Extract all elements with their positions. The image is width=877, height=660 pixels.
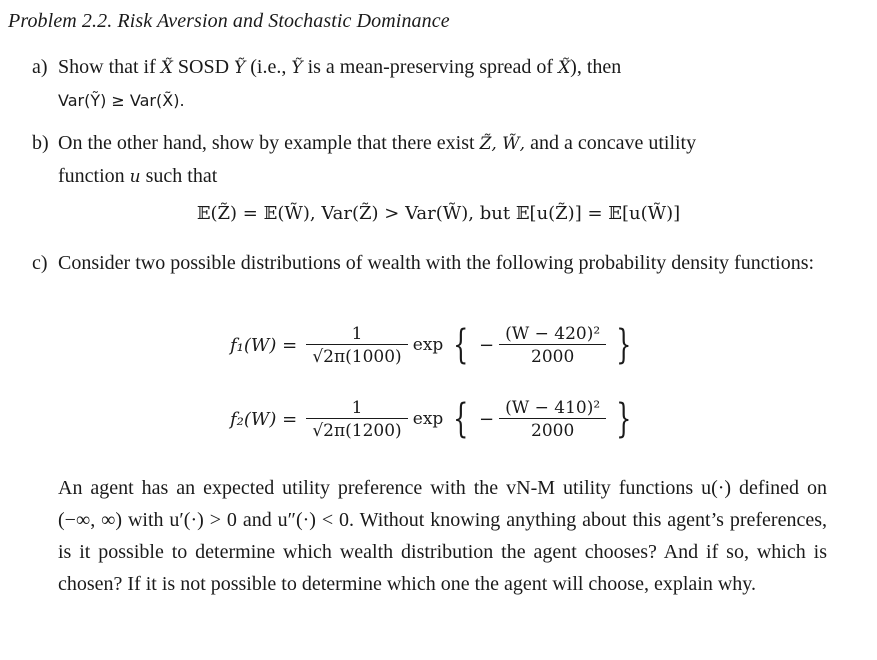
pdf-f1: f₁(W) = $\frac{1}{√2\pi(1000)}$ exp { − $\frac{\text{(W − 420)²}}{2000}$ } bbox=[230, 322, 632, 368]
problem-title: Problem 2.2. Risk Aversion and Stochastic Dominance bbox=[8, 10, 450, 32]
f2-coefficient: $\frac{1}{√2\pi(1200)}$ bbox=[306, 398, 407, 441]
part-c-label: c) bbox=[32, 252, 48, 274]
part-b-equation: 𝔼(Z̃) = 𝔼(W̃), Var(Z̃) > Var(W̃), but 𝔼[u(Z̃)] = 𝔼[u(W̃)] bbox=[196, 203, 681, 224]
part-c-question bbox=[32, 472, 827, 600]
part-b-text: On the other hand, show by example that there exist Z̃, W̃, and a concave utility function u such that bbox=[58, 132, 697, 187]
part-b bbox=[32, 127, 827, 193]
part-a-label: a) bbox=[32, 56, 48, 78]
part-c-paragraph: An agent has an expected utility preference with the vN-M utility functions u(·) defined on (−∞, ∞) with u′(·) > 0 and u″(·) < 0. Without knowing anything about this agent’s preferences, is it possible to determine which wealth distribution the agent chooses? And if so, which is chosen? If it is not possible to determine which one the agent will choose, explain why. bbox=[58, 477, 827, 595]
part-c bbox=[32, 247, 827, 279]
part-a-text: Show that if X̃ SOSD Ỹ (i.e., Ỹ is a mean-preserving spread of X̃), then Var(Ỹ) ≥ Var(X̃). bbox=[58, 56, 622, 110]
f1-lhs: f₁(W) = bbox=[230, 334, 298, 356]
part-a-conclusion: Var(Ỹ) ≥ Var(X̃). bbox=[58, 91, 185, 110]
f2-exp: exp bbox=[412, 409, 444, 429]
f1-exp: exp bbox=[412, 335, 444, 355]
pdf-f2: f₂(W) = $\frac{1}{√2\pi(1200)}$ exp { − $\frac{\text{(W − 410)²}}{2000}$ } bbox=[230, 396, 632, 442]
part-a bbox=[32, 51, 827, 117]
f1-exponent: $\frac{\text{(W − 420)²}}{2000}$ bbox=[499, 324, 606, 367]
part-b-label: b) bbox=[32, 132, 49, 154]
f1-coefficient: $\frac{1}{√2\pi(1000)}$ bbox=[306, 324, 407, 367]
part-c-intro: Consider two possible distributions of wealth with the following probability density functions: bbox=[58, 252, 815, 274]
f2-exponent: $\frac{\text{(W − 410)²}}{2000}$ bbox=[499, 398, 606, 441]
f2-lhs: f₂(W) = bbox=[230, 408, 298, 430]
